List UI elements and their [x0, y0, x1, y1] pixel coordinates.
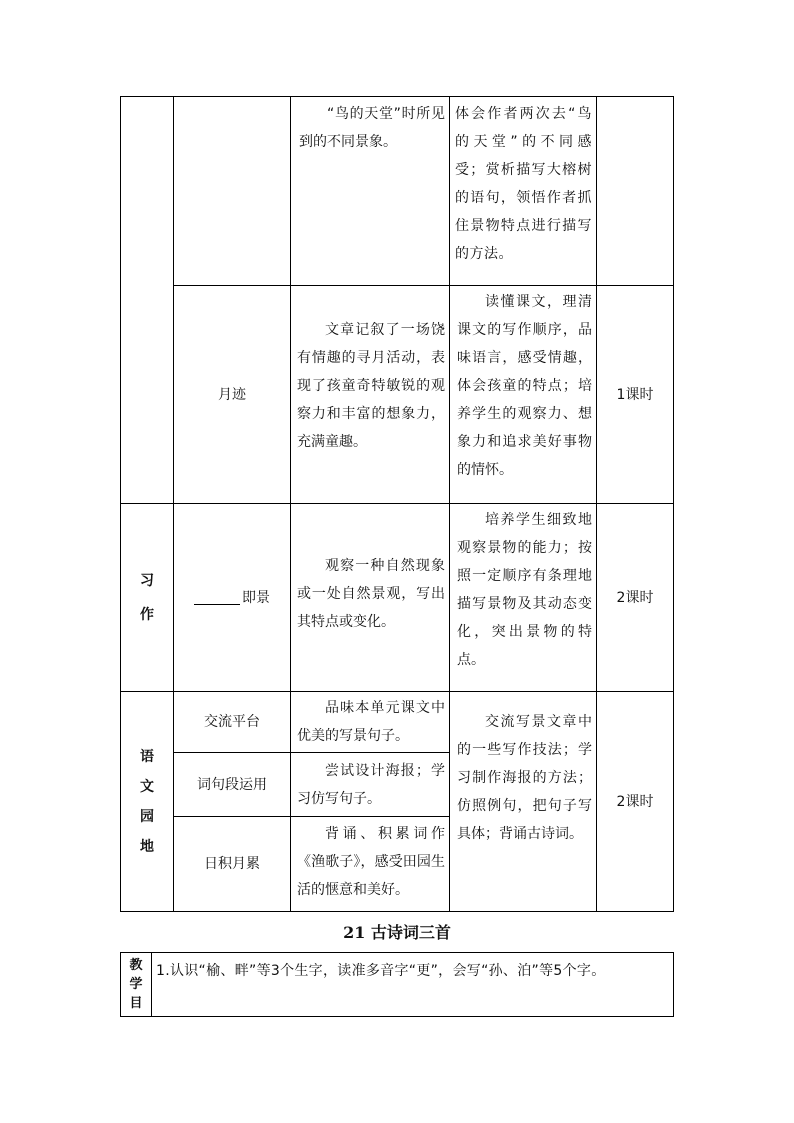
objectives-label-char: 学 — [129, 977, 143, 992]
objectives-label-char: 教 — [129, 958, 143, 973]
garden-sub-content-text: 尝试设计海报；学习仿写句子。 — [297, 763, 445, 807]
garden-sub-lesson — [174, 753, 290, 816]
birds-goal — [451, 100, 596, 268]
garden-goal — [451, 708, 596, 848]
moon-content-text: 文章记叙了一场饶有情趣的寻月活动，表现了孩童奇特敏锐的观察力和丰富的想象力，充满童趣。 — [297, 322, 445, 450]
moon-hours-text: 1课时 — [616, 386, 654, 403]
garden-sub-content — [291, 820, 449, 904]
writing-hours — [597, 504, 673, 691]
moon-lesson-text: 月迹 — [218, 386, 246, 403]
garden-sub-lesson-text: 日积月累 — [204, 856, 260, 872]
objectives-text — [156, 957, 668, 985]
garden-goal-text: 交流写景文章中的一些写作技法；学习制作海报的方法；仿照例句，把句子写具体；背诵古诗词。 — [457, 714, 592, 842]
garden-sub-lesson — [174, 817, 290, 911]
writing-content — [291, 552, 449, 636]
writing-goal — [451, 506, 596, 674]
garden-hours — [597, 692, 673, 911]
moon-goal-text: 读懂课文，理清课文的写作顺序，品味语言，感受情趣，体会孩童的特点；培养学生的观察力、想象力和追求美好事物的情怀。 — [457, 294, 592, 478]
moon-hours — [597, 286, 673, 503]
moon-content — [291, 316, 449, 456]
birds-content-text: “鸟的天堂”时所见到的不同景象。 — [299, 106, 445, 150]
garden-category — [121, 692, 173, 911]
garden-sub-content — [291, 694, 449, 750]
garden-category-char: 文 — [140, 778, 154, 795]
objectives-label-char: 目 — [129, 996, 143, 1011]
writing-lesson — [174, 504, 290, 691]
garden-sub-lesson-text: 交流平台 — [204, 714, 260, 730]
garden-category-char: 园 — [140, 808, 154, 825]
garden-sub-lesson — [174, 692, 290, 752]
section-title: 21 古诗词三首 — [343, 923, 451, 942]
moon-lesson — [174, 286, 290, 503]
writing-category — [121, 504, 173, 691]
birds-content — [291, 100, 449, 156]
objectives-text-content: 1.认识“榆、畔”等3个生字，读准多音字“更”，会写“孙、泊”等5个字。 — [156, 963, 606, 979]
objectives-label — [121, 953, 151, 1016]
writing-goal-text: 培养学生细致地观察景物的能力；按照一定顺序有条理地描写景物及其动态变化，突出景物的特点。 — [457, 512, 592, 668]
garden-sub-content-text: 品味本单元课文中优美的写景句子。 — [297, 700, 445, 744]
garden-sub-content — [291, 757, 449, 813]
writing-content-text: 观察一种自然现象或一处自然景观，写出其特点或变化。 — [297, 558, 445, 630]
garden-category-char: 语 — [140, 748, 154, 765]
writing-lesson-text: 即景 — [242, 589, 270, 606]
garden-hours-text: 2课时 — [616, 793, 654, 810]
birds-goal-text: 体会作者两次去“鸟的天堂”的不同感受；赏析描写大榕树的语句，领悟作者抓住景物特点进行描写的方法。 — [455, 106, 592, 262]
writing-blank — [194, 590, 240, 605]
writing-hours-text: 2课时 — [616, 589, 654, 606]
garden-category-char: 地 — [140, 838, 154, 855]
garden-sub-lesson-text: 词句段运用 — [197, 776, 267, 793]
garden-sub-content-text: 背诵、积累词作《渔歌子》，感受田园生活的惬意和美好。 — [297, 826, 445, 898]
writing-category-char: 作 — [140, 606, 154, 623]
moon-goal — [451, 288, 596, 484]
writing-category-char: 习 — [140, 572, 154, 589]
